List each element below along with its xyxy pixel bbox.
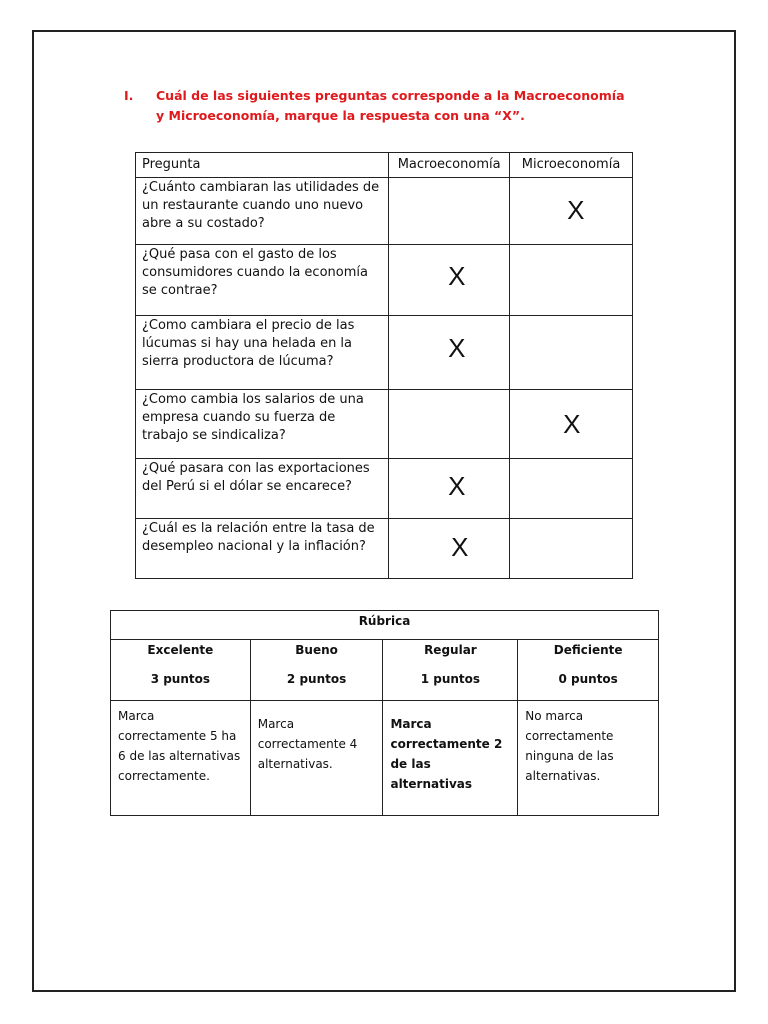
micro-cell[interactable]: [510, 459, 633, 519]
macro-cell[interactable]: [389, 316, 510, 390]
level-description: Marca correctamente 4 alternativas.: [250, 701, 383, 816]
macro-cell[interactable]: [389, 519, 510, 579]
question-text: ¿Qué pasa con el gasto de los consumidores cuando la economía se contrae?: [136, 245, 389, 316]
level-description: No marca correctamente ninguna de las alternativas.: [518, 701, 659, 816]
heading-text: Cuál de las siguientes preguntas corresponde a la Macroeconomía y Microeconomía, marque la respuesta con una “X”.: [156, 88, 625, 123]
question-table-header: [136, 153, 633, 178]
question-table: [135, 152, 633, 579]
macro-mark: X: [448, 471, 466, 501]
header-macroeconomia: Macroeconomía: [389, 153, 510, 178]
macro-mark: X: [451, 532, 469, 562]
micro-mark: X: [567, 195, 585, 225]
rubric-levels-row: [111, 640, 659, 701]
rubric-title: Rúbrica: [111, 611, 659, 640]
level-points: 0 puntos: [558, 672, 618, 686]
level-points: 3 puntos: [150, 672, 211, 686]
question-row: [136, 390, 633, 459]
macro-mark: X: [448, 333, 466, 363]
rubric-level-regular: [383, 640, 518, 701]
rubric-level-excelente: [111, 640, 251, 701]
rubric-descriptions-row: [111, 701, 659, 816]
question-row: [136, 519, 633, 579]
question-text: ¿Como cambia los salarios de una empresa cuando su fuerza de trabajo se sindicaliza?: [136, 390, 389, 459]
question-row: [136, 316, 633, 390]
macro-cell[interactable]: [389, 178, 510, 245]
header-pregunta: Pregunta: [136, 153, 389, 178]
micro-cell[interactable]: [510, 316, 633, 390]
level-description: Marca correctamente 5 ha 6 de las alternativas correctamente.: [111, 701, 251, 816]
level-name: Bueno: [295, 643, 338, 657]
question-text: ¿Cuánto cambiaran las utilidades de un restaurante cuando uno nuevo abre a su costado?: [136, 178, 389, 245]
question-text: ¿Cuál es la relación entre la tasa de desempleo nacional y la inflación?: [136, 519, 389, 579]
level-name: Deficiente: [553, 643, 623, 657]
micro-mark: X: [563, 409, 581, 439]
level-points: 1 puntos: [420, 672, 481, 686]
level-name: Regular: [424, 643, 477, 657]
macro-cell[interactable]: [389, 459, 510, 519]
level-points: 2 puntos: [286, 672, 347, 686]
micro-cell[interactable]: [510, 178, 633, 245]
heading-number: I.: [124, 88, 134, 103]
micro-cell[interactable]: [510, 245, 633, 316]
question-text: ¿Qué pasara con las exportaciones del Perú si el dólar se encarece?: [136, 459, 389, 519]
header-microeconomia: Microeconomía: [510, 153, 633, 178]
rubric-level-deficiente: [518, 640, 659, 701]
question-text: ¿Como cambiara el precio de las lúcumas si hay una helada en la sierra productora de lúcuma?: [136, 316, 389, 390]
macro-cell[interactable]: [389, 245, 510, 316]
level-name: Excelente: [147, 643, 214, 657]
micro-cell[interactable]: [510, 390, 633, 459]
macro-mark: X: [448, 261, 466, 291]
macro-cell[interactable]: [389, 390, 510, 459]
level-description: Marca correctamente 2 de las alternativas: [383, 701, 518, 816]
question-row: [136, 245, 633, 316]
question-row: [136, 178, 633, 245]
rubric-level-bueno: [250, 640, 383, 701]
micro-cell[interactable]: [510, 519, 633, 579]
rubric-table: [110, 610, 659, 816]
question-row: [136, 459, 633, 519]
